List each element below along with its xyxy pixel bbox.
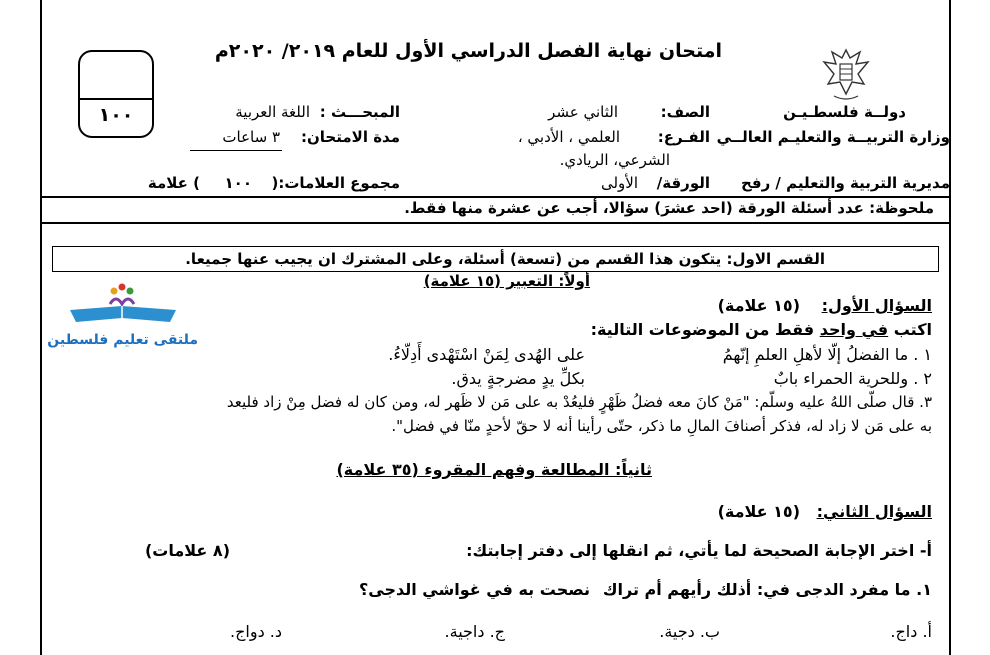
site-logo [48, 282, 198, 354]
duration-value: ٣ ساعات [222, 128, 280, 146]
q1-marks: (١٥ علامة) [717, 296, 800, 315]
paper-label: الورقة/ [656, 174, 710, 192]
q1-instruction [591, 320, 932, 339]
q1-item3-line2: به على مَن لا زاد له، فذكر أصنافَ المالِ ما ذكر، حتّى رأينا أنه لا حقّ لأحدٍ منّا في فضل". [391, 417, 932, 435]
subject-label: المبحـــث : [319, 103, 400, 121]
duration-underline [190, 150, 282, 151]
q2-option-d: د. دواج. [229, 622, 282, 641]
branch-label: الفـرع: [657, 128, 710, 146]
q1-item3-line1: ٣. قال صلّى اللهُ عليه وسلّم: "مَنْ كانَ معه فضلُ ظَهْرٍ فليعُدْ به على مَن لا ظَهر له، ومن كان له فضل مِنْ زاد فليعد [226, 393, 932, 411]
header-state: دولــة فلسطـيـن [783, 103, 906, 121]
q2-question1-b: نصحت به في غواشي الدجى؟ [359, 580, 590, 599]
q2-marks: (١٥ علامة) [717, 502, 800, 521]
q2-question1-a: ١. ما مفرد الدجى في: أذلك رأيهم أم تراك [602, 580, 932, 599]
score-value: ١٠٠ [98, 104, 134, 126]
q1-item1-a: ١ . ما الفضلُ إلّا لأهلِ العلمِ إنّهمُ [722, 345, 932, 364]
open-book-icon [48, 282, 198, 326]
score-box-divider [80, 98, 152, 100]
branch-value: العلمي ، الأدبي ، [517, 128, 620, 146]
q2-sub-a: أ- اختر الإجابة الصحيحة لما يأتي، ثم انقلها إلى دفتر إجابتك: [466, 541, 932, 560]
header-directorate: مديرية التربية والتعليم / رفح [740, 174, 950, 192]
q1-label: السؤال الأول: [821, 296, 932, 315]
part-two-heading: ثانياً: المطالعة وفهم المقروء (٣٥ علامة) [336, 460, 652, 479]
q2-option-c: ج. داجية. [444, 622, 505, 641]
header-separator-top [40, 196, 950, 198]
page-border-left [40, 0, 42, 655]
q1-item1-b: على الهُدى لِمَنْ اسْتَهْدى أَدِلّاءُ. [388, 345, 585, 364]
logo-text: ملتقى تعليم فلسطين [47, 332, 198, 348]
page-border-right [949, 0, 951, 655]
header-ministry: وزارة التربيــة والتعليـم العالــي [716, 128, 950, 146]
branch-value-2: الشرعي، الريادي. [559, 151, 670, 169]
section-one-text: القسم الاول: يتكون هذا القسم من (تسعة) أسئلة، وعلى المشترك ان يجيب عنها جميعا. [185, 250, 825, 268]
q2-option-a: أ. داج. [890, 622, 932, 641]
total-suffix: ) علامة [147, 174, 200, 192]
q1-instruction-b: في واحد [819, 320, 889, 339]
duration-label: مدة الامتحان: [301, 128, 400, 146]
q1-item2-b: بكلِّ يدٍ مضرجةٍ يدق. [451, 369, 585, 388]
q2-sub-a-marks: (٨ علامات) [144, 541, 230, 560]
note-text: ملحوظة: عدد أسئلة الورقة (احد عشرَ) سؤالا، أجب عن عشرة منها فقط. [404, 199, 934, 217]
q1-instruction-a: اكتب [893, 320, 932, 339]
part-one-heading: أولاً: التعبير (١٥ علامة) [423, 272, 590, 290]
exam-title: امتحان نهاية الفصل الدراسي الأول للعام ٢٠١٩/ ٢٠٢٠م [214, 40, 722, 62]
q1-instruction-c: فقط من الموضوعات التالية: [590, 320, 815, 339]
total-label: مجموع العلامات:( [271, 174, 400, 192]
header-separator-bottom [40, 222, 950, 224]
q2-label: السؤال الثاني: [816, 502, 932, 521]
total-value: ١٠٠ [224, 174, 252, 192]
grade-label: الصف: [660, 103, 710, 121]
palestine-emblem-icon [820, 44, 872, 106]
paper-value: الأولى [600, 174, 638, 192]
q2-option-b: ب. دجية. [659, 622, 720, 641]
grade-value: الثاني عشر [548, 103, 618, 121]
subject-value: اللغة العربية [235, 103, 310, 121]
q1-item2-a: ٢ . وللحرية الحمراء بابٌ [773, 369, 932, 388]
score-box [78, 50, 154, 138]
